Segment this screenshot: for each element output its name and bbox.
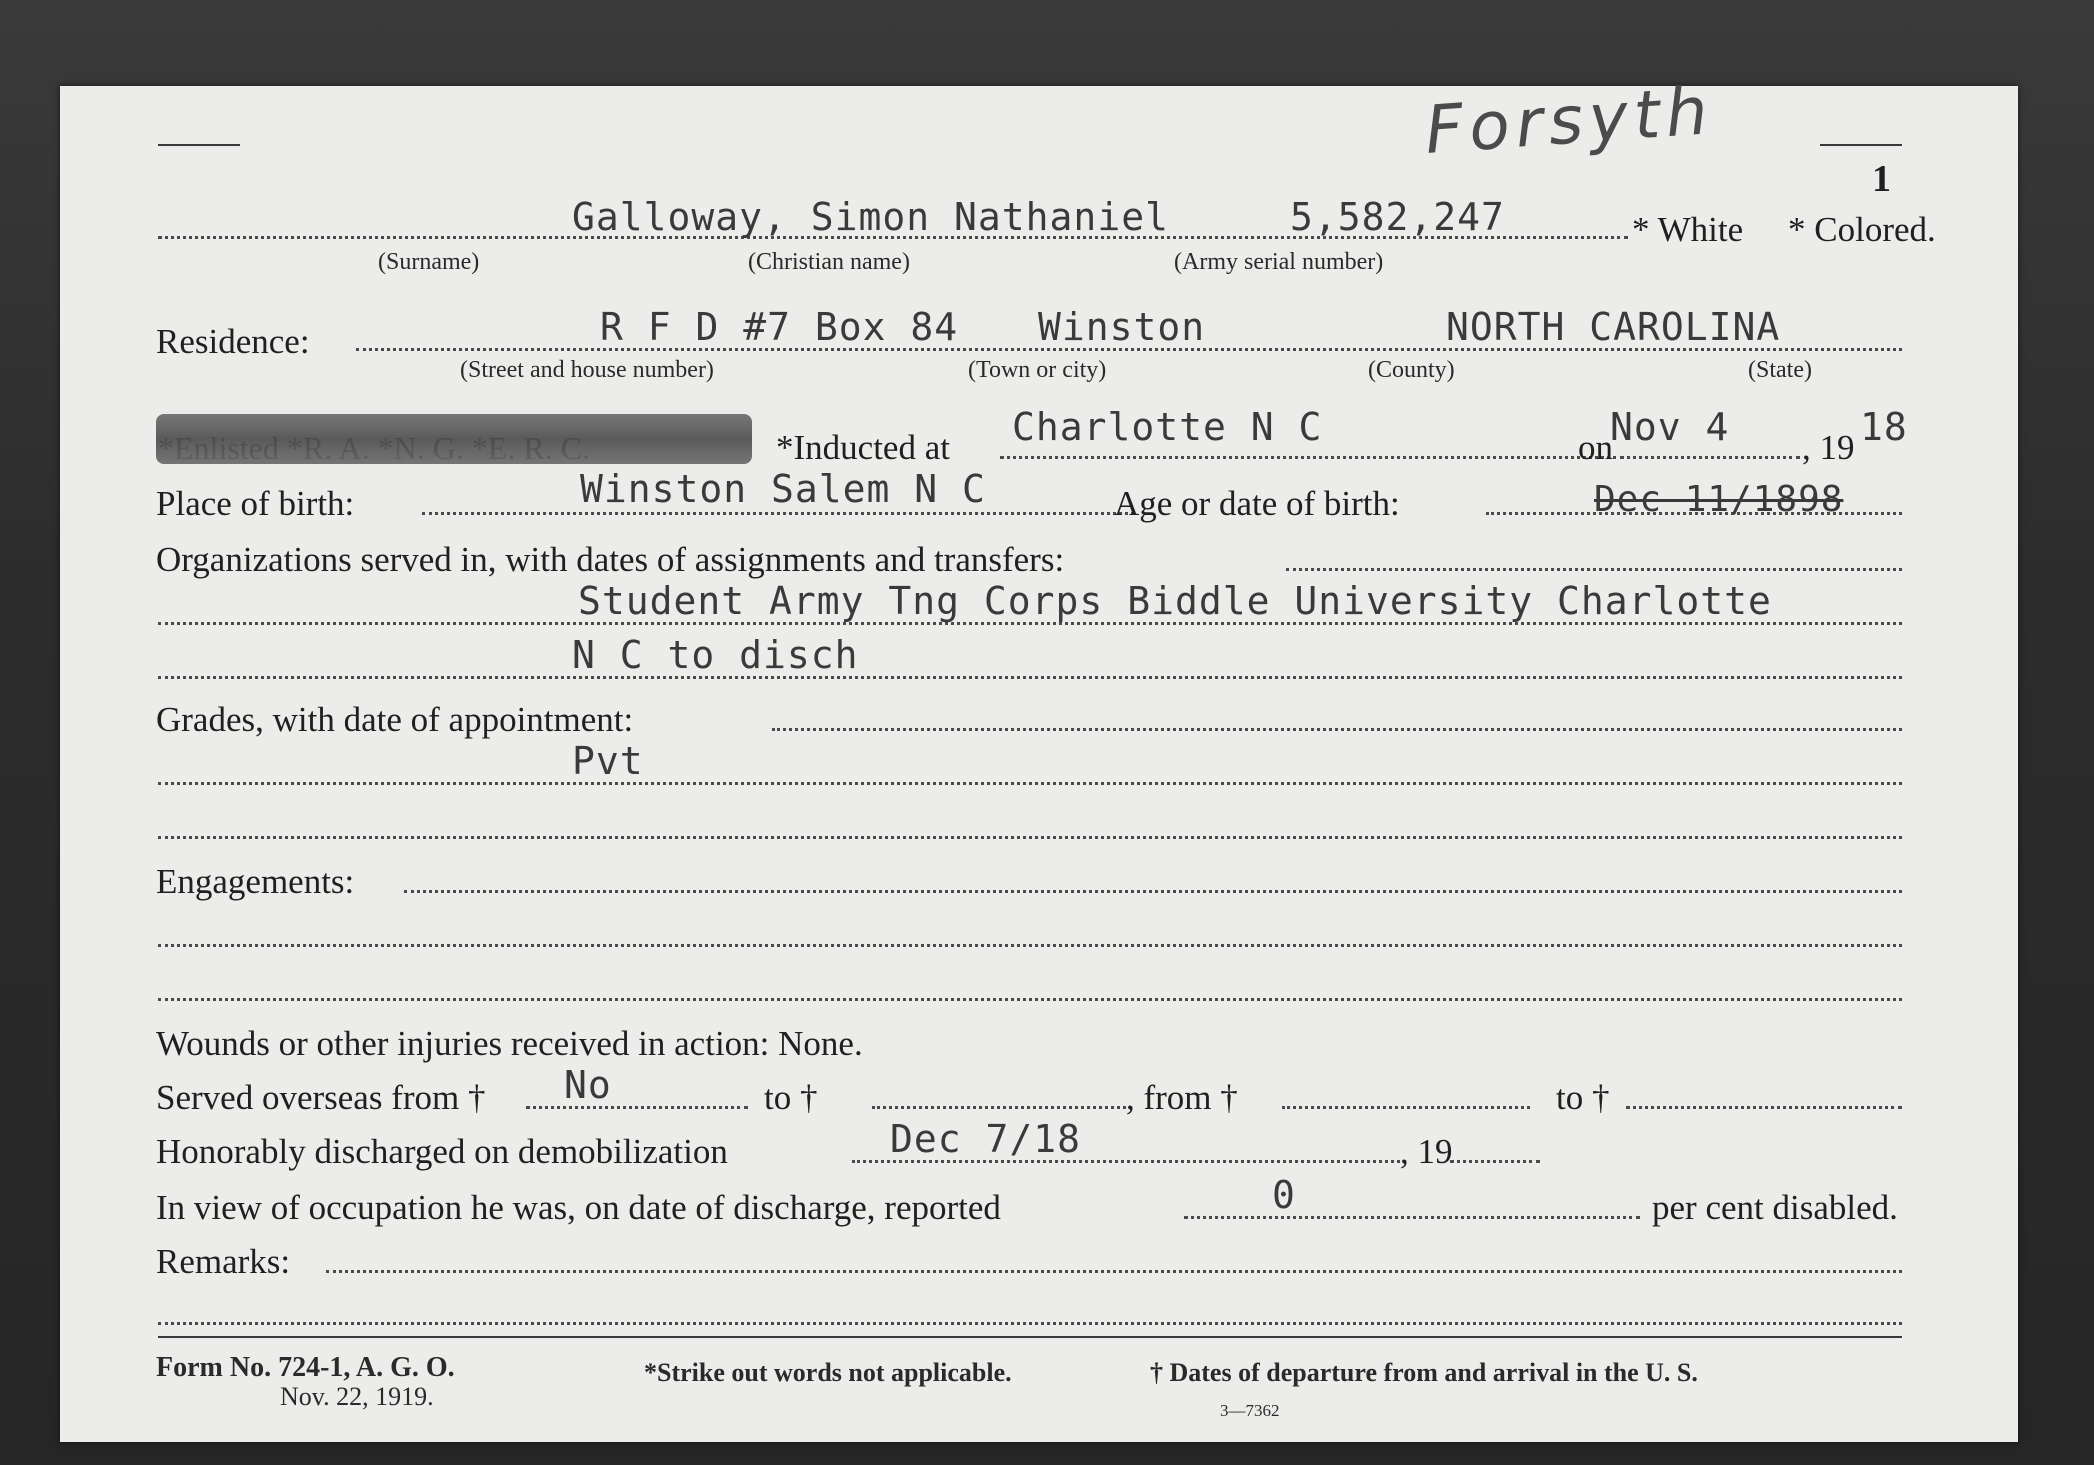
overseas-to2-label: to † <box>1556 1078 1610 1117</box>
inducted-line <box>1000 456 1624 459</box>
organizations-label-line <box>1286 568 1902 571</box>
discharge-label: Honorably discharged on demobilization <box>156 1132 728 1171</box>
residence-state-typed: NORTH CAROLINA <box>1446 305 1781 349</box>
organizations-label: Organizations served in, with dates of assignments and transfers: <box>156 540 1065 579</box>
remarks-line-1 <box>326 1270 1902 1273</box>
overseas-to2-line <box>1626 1106 1902 1109</box>
age-typed: Dec 11/1898 <box>1594 479 1844 520</box>
discharge-year-line <box>1450 1160 1540 1163</box>
overseas-to-line <box>872 1106 1126 1109</box>
inducted-label: *Inducted at <box>776 428 950 467</box>
overseas-from-typed: No <box>564 1063 612 1107</box>
grades-line-1 <box>158 782 1902 785</box>
top-right-rule <box>1820 144 1902 146</box>
discharge-year-prefix: , 19 <box>1400 1132 1453 1171</box>
grade-typed: Pvt <box>572 739 644 783</box>
year-prefix: , 19 <box>1802 428 1855 467</box>
overseas-from-line <box>526 1106 748 1109</box>
grades-label-line <box>772 728 1902 731</box>
remarks-label: Remarks: <box>156 1242 291 1281</box>
inducted-date-line <box>1620 456 1800 459</box>
disability-suffix: per cent disabled. <box>1652 1188 1898 1227</box>
engagements-line-2 <box>158 998 1902 1001</box>
residence-label: Residence: <box>156 322 310 361</box>
disability-label: In view of occupation he was, on date of discharge, reported <box>156 1188 1001 1227</box>
discharge-typed: Dec 7/18 <box>890 1117 1082 1161</box>
page-number: 1 <box>1872 158 1891 200</box>
race-colored: * Colored. <box>1788 210 1936 249</box>
form-number: Form No. 724-1, A. G. O. <box>156 1352 455 1383</box>
caption-surname: (Surname) <box>378 249 480 275</box>
overseas-from2-line <box>1282 1106 1530 1109</box>
race-white: * White <box>1632 210 1744 249</box>
form-date: Nov. 22, 1919. <box>280 1382 434 1411</box>
caption-state: (State) <box>1748 357 1812 383</box>
overseas-from2-label: , from † <box>1126 1078 1238 1117</box>
caption-street: (Street and house number) <box>460 357 714 383</box>
organizations-line-2 <box>158 676 1902 679</box>
caption-christian-name: (Christian name) <box>748 249 910 275</box>
organizations-typed-2: N C to disch <box>572 633 859 677</box>
overseas-to-label: to † <box>764 1078 818 1117</box>
engagements-label: Engagements: <box>156 862 355 901</box>
overseas-label: Served overseas from † <box>156 1078 486 1117</box>
disability-line <box>1184 1216 1640 1219</box>
engagements-label-line <box>404 890 1902 893</box>
caption-county: (County) <box>1368 357 1455 383</box>
footnote-strike-out: *Strike out words not applicable. <box>644 1358 1012 1387</box>
name-typed: Galloway, Simon Nathaniel <box>572 195 1169 239</box>
caption-town: (Town or city) <box>968 357 1107 383</box>
caption-serial: (Army serial number) <box>1174 249 1384 275</box>
place-of-birth-line <box>422 512 1134 515</box>
inducted-date-typed: Nov 4 <box>1610 405 1730 449</box>
place-of-birth-typed: Winston Salem N C <box>580 467 986 511</box>
grades-label: Grades, with date of appointment: <box>156 700 634 739</box>
remarks-line-2 <box>158 1322 1902 1325</box>
grades-line-2 <box>158 836 1902 839</box>
residence-town-typed: Winston <box>1038 305 1206 349</box>
organizations-typed-1: Student Army Tng Corps Biddle University Charlotte <box>578 579 1772 623</box>
service-record-card <box>60 72 2018 1442</box>
age-label: Age or date of birth: <box>1114 484 1400 523</box>
year-typed: 18 <box>1860 405 1908 449</box>
on-label: on <box>1578 428 1613 467</box>
place-of-birth-label: Place of birth: <box>156 484 355 523</box>
wounds-label: Wounds or other injuries received in action: None. <box>156 1024 863 1063</box>
inducted-place-typed: Charlotte N C <box>1012 405 1323 449</box>
handwritten-county: Forsyth <box>1422 72 1716 169</box>
engagements-line-1 <box>158 944 1902 947</box>
footer-rule <box>158 1336 1902 1338</box>
serial-typed: 5,582,247 <box>1290 195 1505 239</box>
redaction-mark <box>156 414 752 464</box>
print-code: 3—7362 <box>1220 1401 1280 1420</box>
residence-street-typed: R F D #7 Box 84 <box>600 305 959 349</box>
footnote-dates: † Dates of departure from and arrival in the U. S. <box>1150 1358 1698 1387</box>
disability-typed: 0 <box>1272 1173 1296 1217</box>
top-left-rule <box>158 144 240 146</box>
